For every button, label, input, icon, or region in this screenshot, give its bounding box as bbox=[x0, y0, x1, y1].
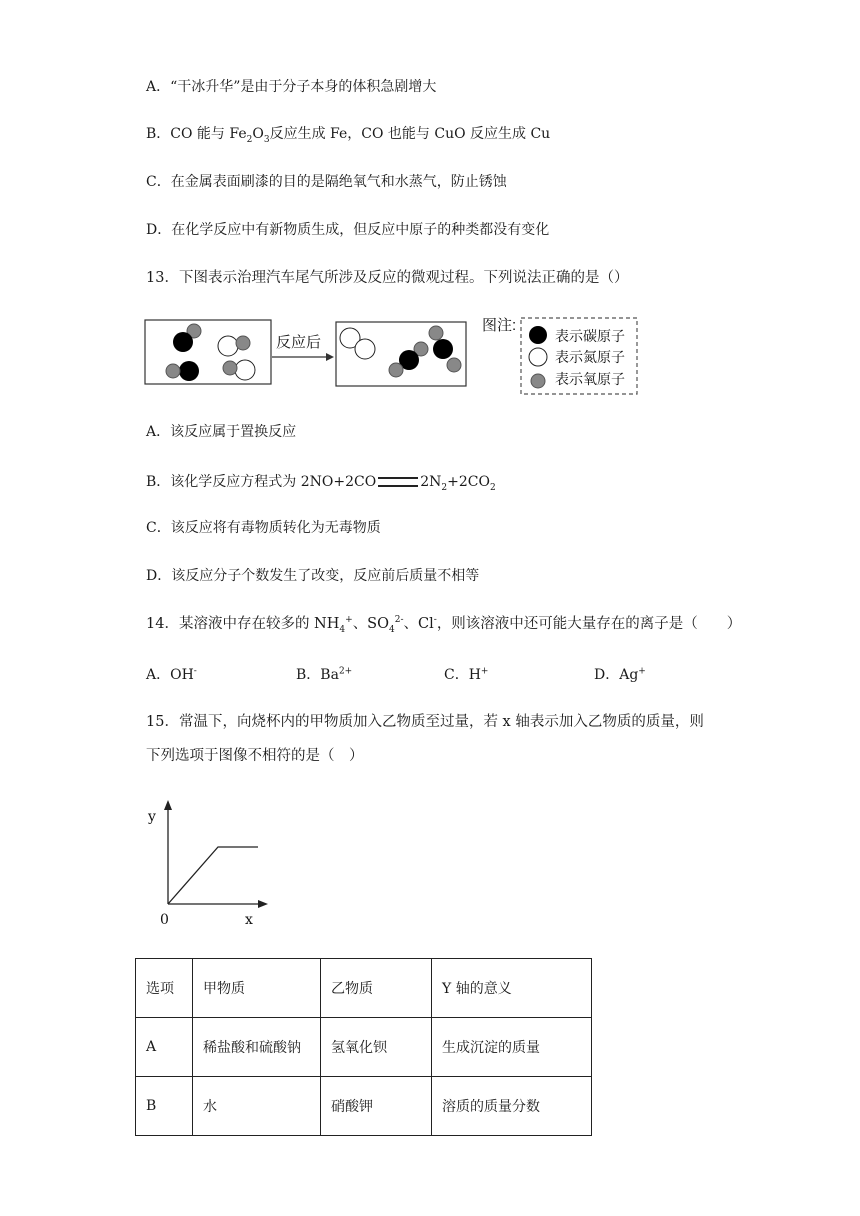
table-header: Y 轴的意义 bbox=[432, 959, 592, 1018]
table-cell: 生成沉淀的质量 bbox=[432, 1018, 592, 1077]
q15-options-table bbox=[135, 958, 592, 1136]
graph-line bbox=[168, 847, 258, 904]
origin-label: 0 bbox=[160, 912, 169, 928]
q15-stem-line1: 15．常温下，向烧杯内的甲物质加入乙物质至过量，若 x 轴表示加入乙物质的质量，则 bbox=[146, 714, 704, 730]
q12-option-d: D．在化学反应中有新物质生成，但反应中原子的种类都没有变化 bbox=[146, 222, 550, 238]
legend-carbon: 表示碳原子 bbox=[555, 328, 625, 344]
table-cell: 溶质的质量分数 bbox=[432, 1077, 592, 1136]
table-header: 甲物质 bbox=[193, 959, 321, 1018]
table-cell: 硝酸钾 bbox=[321, 1077, 432, 1136]
legend-title: 图注: bbox=[482, 317, 517, 334]
table-row bbox=[136, 1077, 592, 1136]
table-header: 乙物质 bbox=[321, 959, 432, 1018]
q13-option-a: A．该反应属于置换反应 bbox=[146, 424, 297, 440]
q14-option-d: D．Ag+ bbox=[594, 666, 646, 683]
q12-option-b: B．CO 能与 $Fe_2O_3$反应生成 Fe，CO 也能与 CuO 反应生成 Cu bbox=[146, 126, 551, 145]
q14-option-c: C．H+ bbox=[444, 666, 489, 683]
q12-option-c: C．在金属表面刷漆的目的是隔绝氧气和水蒸气，防止锈蚀 bbox=[146, 174, 507, 190]
q14-stem: 14．某溶液中存在较多的 $NH_4^+$、$SO_4^{2-}$、Cl-，则该溶液中还可能大量存在的离子是（ ） bbox=[146, 615, 742, 635]
q12-option-a: A．“干冰升华”是由于分子本身的体积急剧增大 bbox=[146, 79, 437, 95]
x-axis-label: x bbox=[245, 912, 253, 928]
table-header: 选项 bbox=[136, 959, 193, 1018]
legend-oxygen: 表示氧原子 bbox=[555, 371, 625, 387]
q13-stem: 13．下图表示治理汽车尾气所涉及反应的微观过程。下列说法正确的是（） bbox=[146, 270, 629, 286]
q14-option-a: A．OH- bbox=[146, 666, 197, 683]
q13-option-b: B．该化学反应方程式为 2NO+2CO $2N_2+2CO_2$ bbox=[146, 474, 496, 493]
table-row bbox=[136, 1018, 592, 1077]
table-header-row bbox=[136, 959, 592, 1018]
table-cell: 稀盐酸和硫酸钠 bbox=[193, 1018, 321, 1077]
q13-option-d: D．该反应分子个数发生了改变，反应前后质量不相等 bbox=[146, 568, 480, 584]
legend-nitrogen: 表示氮原子 bbox=[555, 349, 625, 365]
arrow-label: 反应后 bbox=[276, 334, 322, 351]
y-axis-label: y bbox=[148, 809, 156, 825]
q15-stem-line2: 下列选项于图像不相符的是（ ） bbox=[146, 748, 364, 764]
table-cell: B bbox=[136, 1077, 193, 1136]
table-cell: 水 bbox=[193, 1077, 321, 1136]
table-cell: 氢氧化钡 bbox=[321, 1018, 432, 1077]
q14-option-b: B．$Ba^{2+}$ bbox=[296, 666, 353, 683]
table-cell: A bbox=[136, 1018, 193, 1077]
q13-option-c: C．该反应将有毒物质转化为无毒物质 bbox=[146, 520, 381, 536]
